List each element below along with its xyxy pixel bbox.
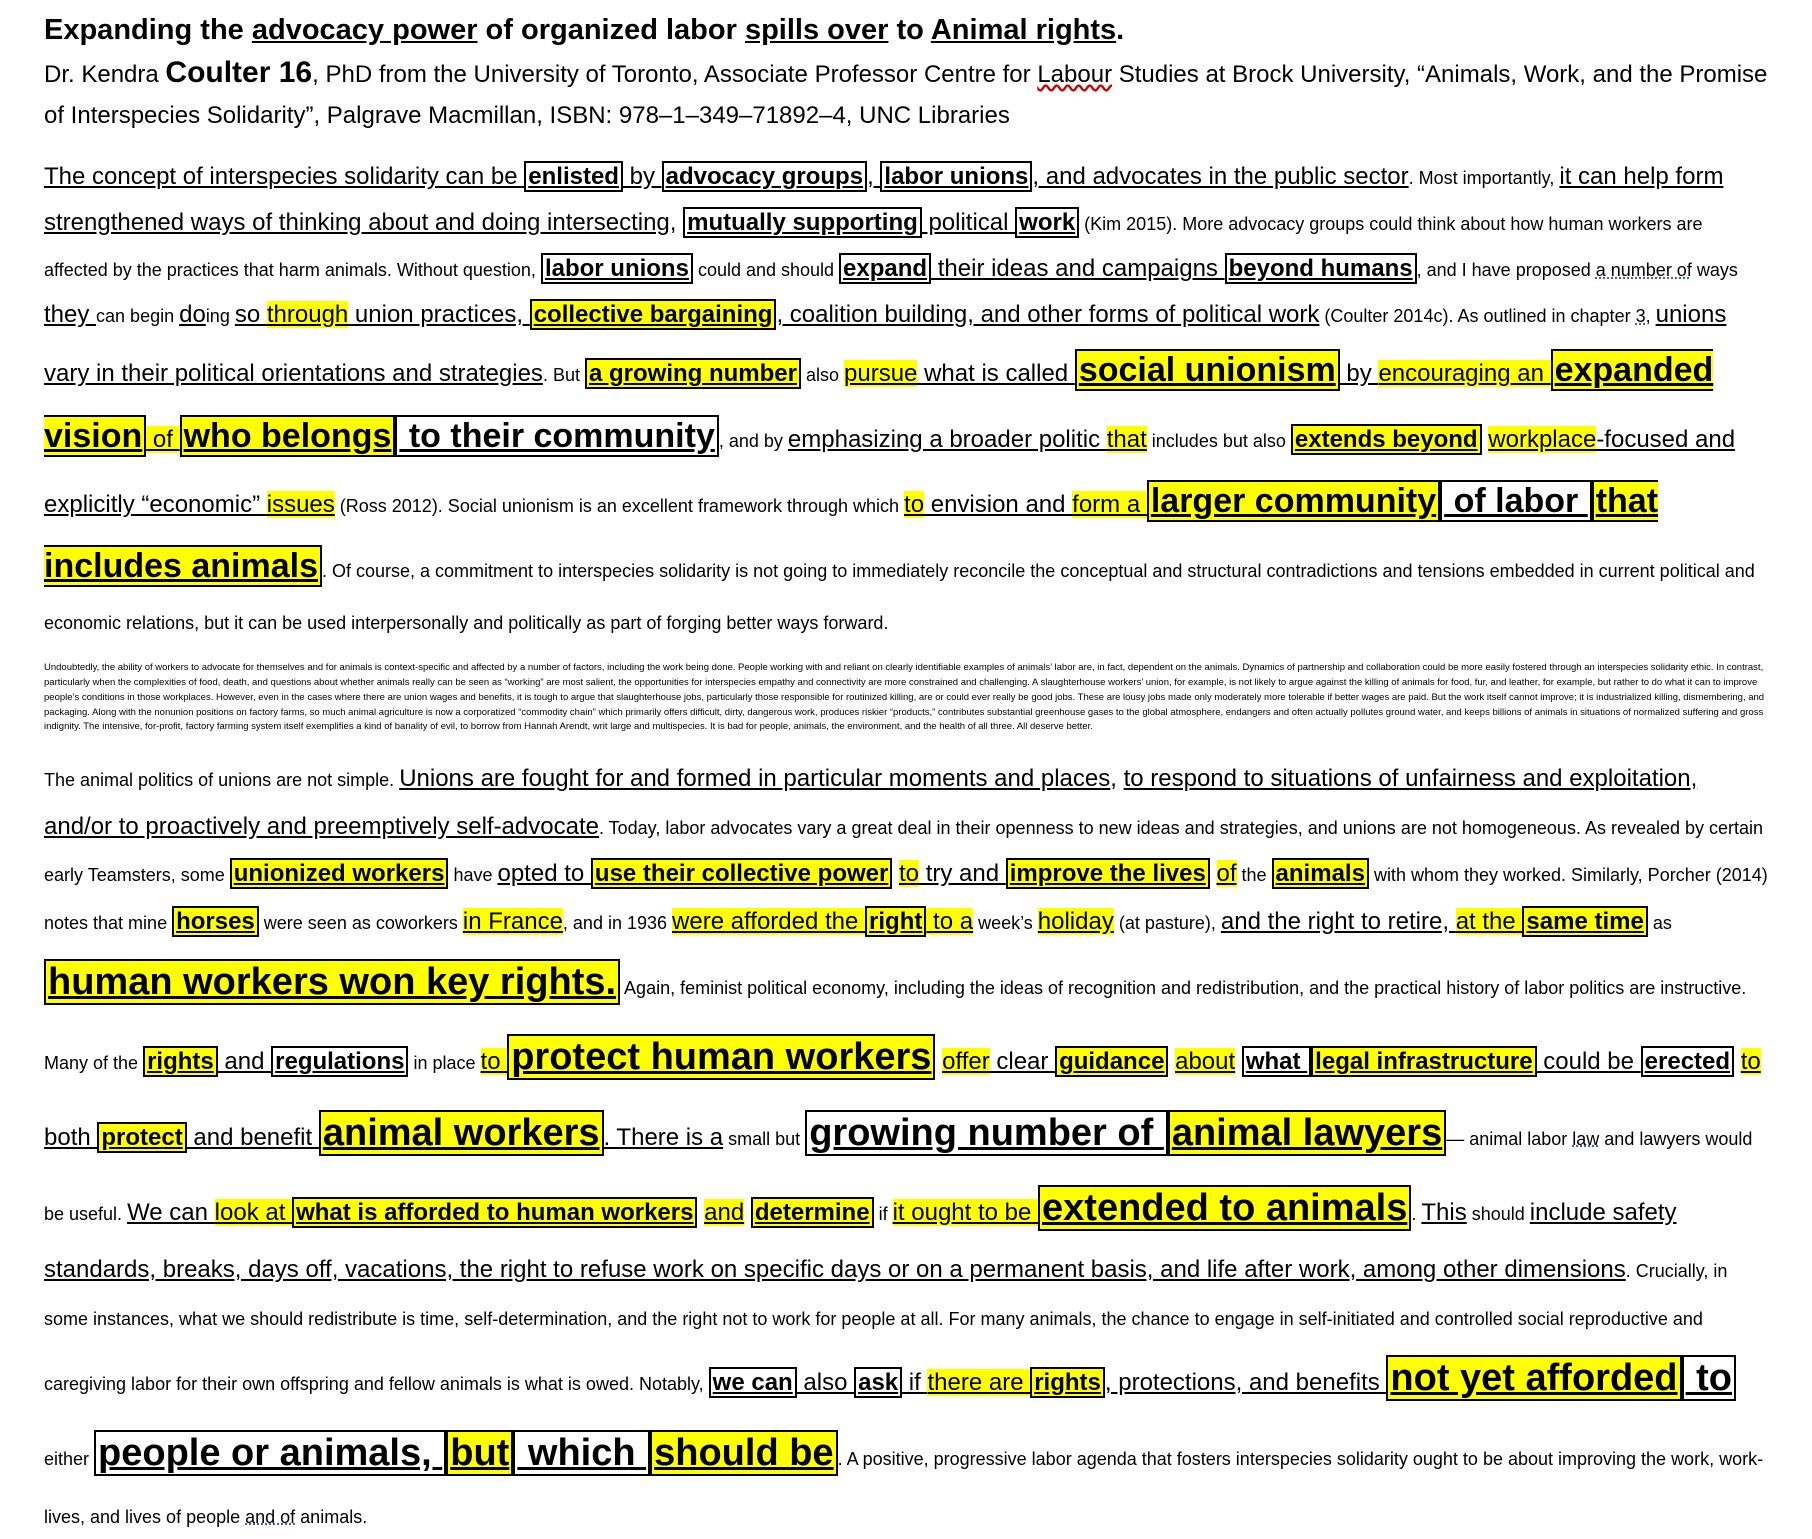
cite-text: , PhD from the University of Toronto, Associate Professor Centre for [312,61,1038,88]
text-run: social unionism [1075,349,1340,391]
text-run: animals [1272,858,1369,889]
text-run: . But [542,365,585,386]
text-run: but [446,1430,513,1476]
text-run: try and [919,860,1006,888]
tag-text: spills over [744,14,889,46]
tag-text: of organized labor [477,14,745,46]
text-run: to [1682,1355,1736,1401]
text-run [744,1199,751,1226]
text-run: opted to [497,860,591,888]
text-run: expand [839,253,931,284]
text-run: labor unions [880,161,1032,192]
citation [44,52,1768,136]
text-run: guidance [1055,1046,1168,1077]
text-run: extended to animals [1038,1185,1411,1231]
text-run: of [1216,860,1237,888]
text-run: ing [205,306,235,327]
text-run: to [899,860,920,888]
text-run: of [146,425,180,453]
text-run: unionized workers [230,858,449,889]
text-run: holiday [1037,907,1114,935]
text-run: if [902,1369,928,1397]
text-run: not yet afforded [1386,1355,1681,1401]
text-run: clear [989,1048,1056,1076]
text-run: mutually supporting [683,207,922,238]
text-run: that includes animals [44,481,1659,586]
text-run: envision and [924,490,1073,518]
text-run: if [873,1203,893,1224]
tag-text: advocacy power [251,14,478,46]
text-run: also [800,365,845,386]
text-run: regulations [271,1046,408,1077]
cite-text: Labour [1037,61,1113,88]
text-run: improve the lives [1006,858,1210,889]
text-run: . Of course, a commitment to interspecies solidarity is not going to immediately reconcile the conceptual and structural contradictions and tensions embedded in current political and economic relations, but it can be used interpersonally and politically as part of forging better ways forward. [44,561,1755,634]
text-run: (Coulter 2014c). As outlined in chapter [1319,306,1636,327]
text-run: , [1645,306,1656,327]
text-run: animals. [295,1506,368,1527]
text-run: it can help form strengthened ways of thinking about and doing intersecting [44,163,1724,237]
evidence-paragraph-1 [44,154,1768,645]
text-run: ask [854,1367,902,1398]
text-run: extends beyond [1291,424,1482,455]
text-run: The animal politics of unions are not simple. [44,770,400,791]
text-run: unions vary in their political orientations and strategies [44,301,1727,388]
text-run: , coalition building, and other forms of political work [776,301,1320,329]
text-run: look at [214,1198,293,1226]
text-run: people or animals, [94,1430,446,1476]
text-run: issues [266,490,335,518]
text-run: use their collective power [591,858,892,889]
text-run: were seen as coworkers [258,912,463,933]
text-run: and [217,1048,272,1076]
text-run: , [1110,765,1124,793]
text-run: (Kim 2015). More advocacy groups could think about how human workers are affected by the practices that harm animals. Without question, [44,214,1703,281]
text-run: to [480,1048,508,1076]
text-run: to their community [395,415,718,457]
text-run: same time [1522,906,1647,937]
text-run: do [179,301,206,329]
text-run: determine [751,1197,874,1228]
text-run: could and should [692,260,840,281]
text-run [1210,860,1217,887]
text-run: — animal labor [1446,1128,1573,1149]
tag-text: to [888,14,931,46]
text-run: there are [927,1369,1031,1397]
text-run: in place [408,1053,481,1074]
text-run: protect [97,1122,186,1153]
tag-text: . [1116,14,1125,46]
text-run: what is called [917,360,1075,388]
text-run: . There is a [603,1123,724,1151]
cite-text: Studies at Brock University, “Animals, Work, and the Promise of Interspecies Solidarity”, Palgrave Macmillan, ISBN: 978–1–349–71892–4, UNC Libraries [44,61,1768,129]
cite-text: Dr. Kendra [44,61,166,88]
text-run: rights [143,1046,218,1077]
text-run: growing number of [805,1110,1168,1156]
cite-author: Coulter 16 [165,56,313,89]
text-run: of labor [1440,480,1592,522]
text-run: (at pasture), [1113,912,1221,933]
text-run: either [44,1449,95,1470]
text-run: what is afforded to human workers [292,1197,697,1228]
tag-text: Expanding the [44,14,252,46]
text-run: , [867,163,881,190]
text-run: human workers won key rights. [44,959,620,1005]
text-run: political [921,209,1016,237]
text-run: their ideas and campaigns [931,255,1225,283]
text-run: emphasizing a broader politic [787,425,1107,453]
text-run: enlisted [524,161,623,192]
text-run: . Crucially, in some instances, what we should redistribute is time, self-determination, and the right not to work for people at all. For many animals, the chance to engage in self-initiated and controlled social reproductive and caregiving labor for their own offspring and fellow animals is what is owed. Notably, [44,1261,1728,1395]
text-run: encouraging an [1378,360,1551,388]
text-run: they [44,301,97,329]
text-run: it ought to be [892,1198,1039,1226]
text-run: both [44,1123,98,1151]
text-run [1734,1048,1741,1075]
text-run [892,860,899,887]
text-run: about [1175,1048,1236,1076]
text-run: and benefit [186,1123,319,1151]
text-run: union practices, [348,301,530,329]
text-run: horses [172,906,259,937]
text-run: to [1740,1048,1761,1076]
text-run: erected [1641,1046,1734,1077]
text-run: pursue [844,360,918,388]
text-run: . A positive, progressive labor agenda that fosters interspecies solidarity ought to be about improving the work, work-lives, and lives of people [44,1449,1764,1527]
text-run: workplace [1488,425,1597,453]
text-run: , and I have proposed [1416,260,1596,281]
text-run: animal lawyers [1168,1110,1446,1156]
text-run: who belongs [180,415,396,457]
evidence-paragraph-2 [44,755,1768,1539]
text-run: and of [245,1506,296,1527]
text-run: law [1572,1128,1600,1149]
card-tag [44,12,1768,48]
text-run: 3 [1635,306,1646,327]
text-run: should [1466,1203,1530,1224]
text-run: advocacy groups [662,161,867,192]
text-run: by [1339,360,1379,388]
text-run: . Most importantly, [1408,168,1560,188]
text-run: a number of [1595,260,1692,281]
text-run: The concept of interspecies solidarity can be [44,163,525,190]
text-run: can begin [96,306,180,327]
text-run: offer [942,1048,990,1076]
text-run: , protections, and benefits [1104,1369,1387,1397]
text-run: so [234,301,267,329]
text-run: animal workers [319,1110,604,1156]
text-run: what [1242,1046,1311,1077]
text-run: the [1236,865,1272,886]
text-run: a growing number [585,358,801,389]
text-run: rights [1030,1367,1105,1398]
text-run: , [669,209,684,237]
text-run [1235,1048,1242,1075]
text-run: to [904,490,925,518]
text-run: have [448,865,498,886]
text-run: also [796,1369,855,1397]
text-run: in France [462,907,563,935]
tag-text: Animal rights [930,14,1117,46]
text-run: small but [723,1128,806,1149]
evidence-paragraph-small: Undoubtedly, the ability of workers to advocate for themselves and for animals is context-specific and affected by a number of factors, including the work being done. People working with and reliant on clearly identifiable examples of animals’ labor are, in fact, dependent on the animals. Dynamics of partnership and collaboration could be more easily fostered through an interspecies solidarity ethic. In contrast, particularly when the complexities of food, death, and questions about whether animals really can be seen as “working” are most salient, the opportunities for interspecies empathy and connectivity are more constrained and challenging. A slaughterhouse workers’ union, for example, is not likely to argue against the killing of animals for food, fur, and leather, for example, but rather to do what it can to improve people’s conditions in those workplaces. However, even in the cases where there are union wages and benefits, it is tough to argue that slaughterhouse jobs, particularly those responsible for routinized killing, are or could ever really be good jobs. These are lousy jobs made only moderately more tolerable if better wages are paid. But the work itself cannot improve; it is industrialized killing, dismembering, and packaging. Along with the nonunion positions on factory farms, so much animal agriculture is now a corporatized “commodity chain” which primarily offers difficult, dirty, dangerous work, produces riskier “products,” contributes substantial greenhouse gases to the global atmosphere, endangers and often actually pollutes ground water, and keeps billions of animals in situations of normalized suffering and gross indignity. The intensive, for-profit, factory farming system itself exemplifies a kind of banality of evil, to borrow from Hannah Arendt, writ large and multispecies. It is bad for people, animals, the environment, and the health of all three. All deserve better. [44,662,1765,733]
text-run: We can [127,1198,215,1226]
text-run: larger community [1147,480,1440,522]
text-run: we can [709,1367,797,1398]
text-run: to a [926,907,974,935]
text-run: form a [1072,490,1147,518]
text-run: could be [1536,1048,1641,1076]
text-run: should be [650,1430,837,1476]
text-run: legal infrastructure [1311,1046,1536,1077]
text-run: , and by [718,430,788,451]
text-run: beyond humans [1225,253,1417,284]
text-run: week’s [973,912,1038,933]
text-run: . Today, labor advocates vary a great deal in their openness to new ideas and strategies, and unions are not homogeneous. As revealed by certain early Teamsters, some [44,817,1764,886]
text-run: -focused and explicitly “economic” [44,425,1736,518]
text-run: , and in 1936 [562,912,673,933]
text-run: includes but also [1146,430,1291,451]
text-run: and [704,1198,745,1226]
text-run: (Ross 2012). Social unionism is an excellent framework through which [334,495,905,516]
text-run: that [1106,425,1147,453]
text-run: . [1411,1203,1422,1224]
text-run: labor unions [541,253,693,284]
text-run: right [865,906,926,937]
text-run: and lawyers would be useful. [44,1128,1753,1224]
text-run: work [1015,207,1079,238]
text-run: and the right to retire, [1220,907,1456,935]
text-run: collective bargaining [530,299,777,330]
text-run: as [1647,912,1672,933]
text-run: ways [1691,260,1738,281]
text-run: Again, feminist political economy, including the ideas of recognition and redistribution, and the practical history of labor politics are instructive. Many of the [44,978,1747,1074]
text-run: protect human workers [507,1034,935,1080]
text-run: expanded vision [44,351,1714,455]
text-run: with whom they worked. Similarly, Porcher (2014) notes that mine [44,865,1768,933]
text-run: by [622,163,662,190]
text-run: This [1421,1198,1467,1226]
text-run: at the [1455,907,1523,935]
text-run: include safety standards, breaks, days off, vacations, the right to refuse work on specific days or on a permanent basis, and life after work, among other dimensions [44,1198,1677,1284]
text-run: were afforded the [672,907,866,935]
text-run: which [513,1430,650,1476]
text-run: to respond to situations of unfairness and exploitation, and/or to proactively and preemptively self-advocate [44,765,1698,840]
text-run: , and advocates in the public sector [1032,163,1409,190]
text-run: through [266,301,349,329]
text-run: Unions are fought for and formed in particular moments and places [399,765,1111,793]
